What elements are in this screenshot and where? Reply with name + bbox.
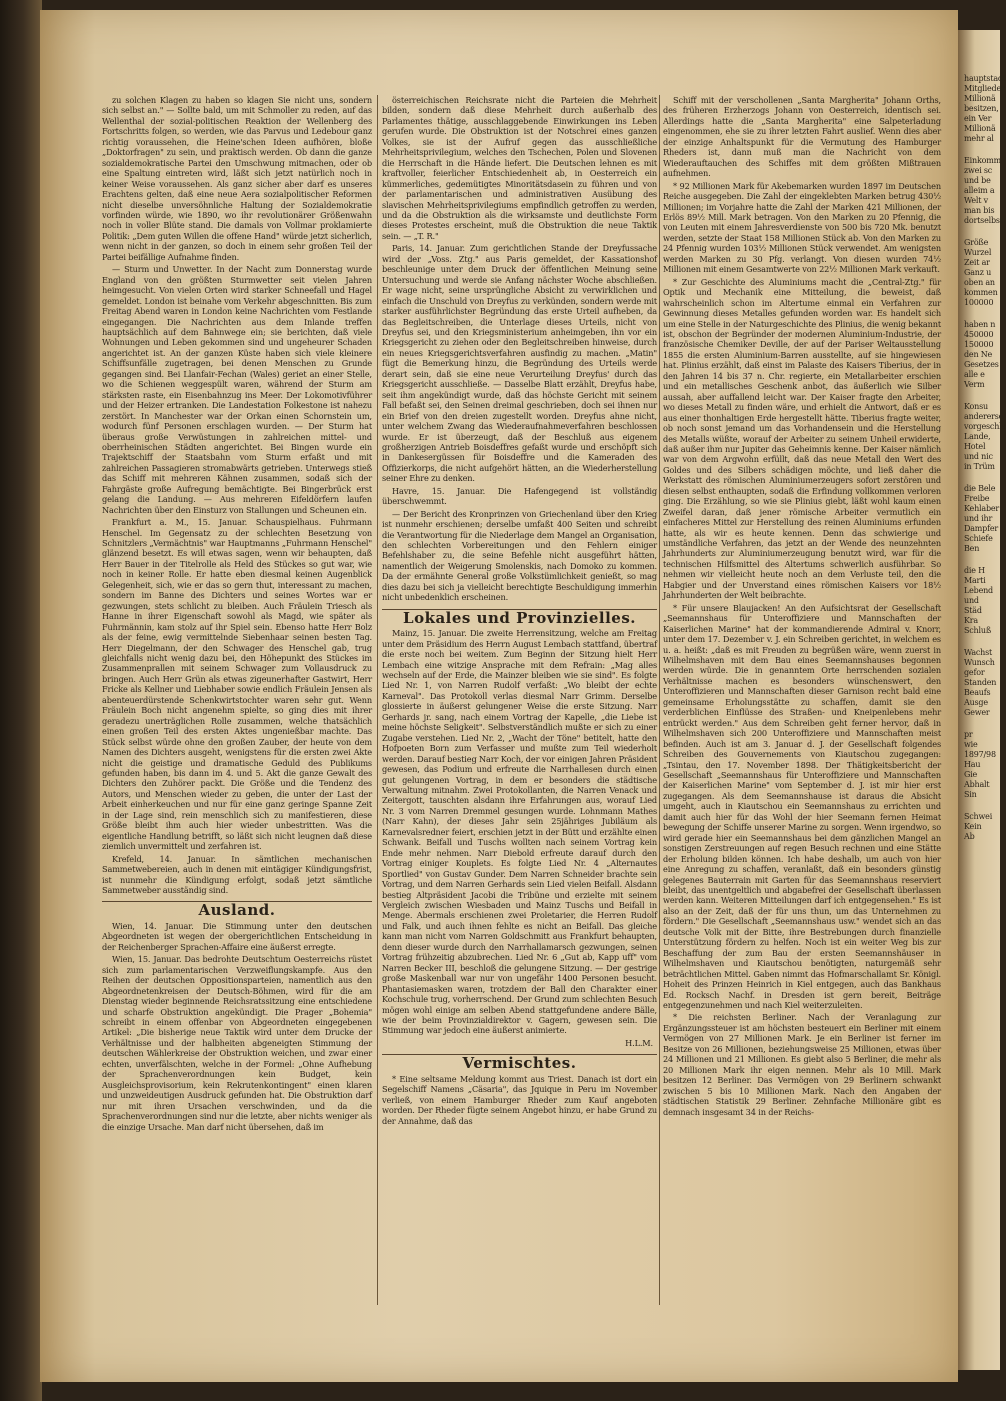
article-social-politics-end: zu solchen Klagen zu haben so klagen Sie nicht uns, sondern sich selbst an." — Sollte bald, um mit Schmoller zu reden, auf das Wellenthal der sozial-politischen Reaktion der Wellenberg des Fortschritts folgen, so werden, wie das Parvus und Ledebour ganz richtig voraussehen, die Heine'schen Ideen aufhören, bloße „Doktorfragen" zu sein, und praktisch werden. Ob dann die ganze sozialdemokratische Partei den Umschwung mitmachen, oder ob eine Spaltung eintreten wird, läßt sich jetzt natürlich noch in keiner Weise voraussehen. Als ganz sicher aber darf es unseres Erachtens gelten, daß eine neue Aera sozialpolitischer Reformen nicht dieselbe unversöhnliche Haltung der Sozialdemokratie vorfinden würde, wie 1890, wo ihr revolutionärer Größenwahn noch in voller Blüte stand. Die damals von Vollmar proklamierte Politik: „Dem guten Willen die offene Hand" würde jetzt sicherlich, wenn nicht in der ganzen, so doch in einem sehr großen Teil der Partei beifällige Aufnahme finden. bbox=[102, 95, 372, 262]
adjacent-page-line: Hotel bbox=[964, 442, 986, 451]
adjacent-page-line: Millionä bbox=[964, 124, 996, 133]
adjacent-page-line: haben n bbox=[964, 320, 996, 329]
adjacent-page-line: 450000 bbox=[964, 330, 994, 339]
adjacent-page-line: Schwei bbox=[964, 812, 993, 821]
adjacent-page-line: und nic bbox=[964, 452, 993, 461]
adjacent-page-text bbox=[958, 30, 1006, 842]
adjacent-page-line: besitzen, bbox=[964, 104, 999, 113]
adjacent-page-line: Ganz u bbox=[964, 268, 992, 277]
adjacent-page-line: Wunsch bbox=[964, 658, 995, 667]
adjacent-page-line: 1897/98 bbox=[964, 750, 996, 759]
book-spine-shadow bbox=[0, 0, 42, 1401]
adjacent-page-line: andererse bbox=[964, 412, 1004, 421]
adjacent-page-line: Sin bbox=[964, 790, 977, 799]
adjacent-page-line: ein Ver bbox=[964, 114, 992, 123]
adjacent-page-edge bbox=[958, 30, 1006, 1370]
article-richest-berliners: * Die reichsten Berliner. Nach der Veranlagung zur Ergänzungssteuer ist am höchsten besteuert ein Berliner mit einem Vermögen von 27 Millionen Mark. Je ein Berliner ist ferner im Besitze von 26 Millionen, beziehungsweise 25 Millionen, etwas über 24 Millionen und 21 Millionen. Es giebt also 5 Berliner, die mehr als 20 Millionen Mark ihr eigen nennen. Mehr als 10 Mill. Mark besitzen 12 Berliner. Das Vermögen von 29 Berlinern schwankt zwischen 5 bis 10 Millionen Mark. Nach den Angaben der städtischen Statistik 29 Berliner. Zehnfache Millionäre gibt es demnach insgesamt 34 in der Reichs- bbox=[663, 1012, 941, 1117]
adjacent-page-line: Wachst bbox=[964, 648, 993, 657]
adjacent-page-line: 100000 bbox=[964, 298, 994, 307]
adjacent-page-line: Lebend bbox=[964, 586, 993, 595]
adjacent-page-line: vorgeschla bbox=[964, 422, 1006, 431]
adjacent-page-line: man bis bbox=[964, 206, 995, 215]
adjacent-page-line: dortselbst bbox=[964, 216, 1003, 225]
adjacent-page-line: oben an bbox=[964, 278, 995, 287]
adjacent-page-line: pr bbox=[964, 730, 973, 739]
adjacent-page-line: Ben bbox=[964, 544, 980, 553]
section-heading-ausland: Ausland. bbox=[102, 901, 372, 915]
adjacent-page-line: gefor bbox=[964, 668, 985, 677]
adjacent-page-line: Abhalt bbox=[964, 780, 990, 789]
adjacent-page-line: den Ne bbox=[964, 350, 993, 359]
adjacent-page-line: Kein bbox=[964, 822, 982, 831]
adjacent-page-line: Kra bbox=[964, 616, 978, 625]
adjacent-page-line: zwei sc bbox=[964, 166, 993, 175]
article-storm: — Sturm und Unwetter. In der Nacht zum Donnerstag wurde England von den größten Sturmwetter seit vielen Jahren heimgesucht. Von vielen Orten wird starker Schneefall und Hagel gemeldet. London ist beinahe vom Verkehr abgeschnitten. Bis zum Freitag Abend waren in London keine Nachrichten vom Festlande eingegangen. Die Nachrichten aus dem Inlande treffen hauptsächlich auf dem Bahnwege ein; sie berichten, daß viele Wohnungen und Leben gekommen sind und ungeheurer Schaden angerichtet ist. An der ganzen Küste haben sich viele kleinere Schiffsunfälle zugetragen, bei denen Menschen zu Grunde gegangen sind. Bei Llanfair-Fechan (Wales) geriet an einer Stelle, wo die Schienen weggespült waren, während der Sturm am stärksten raste, ein Eisenbahnzug ins Meer. Der Lokomotivführer und der Heizer ertranken. Die Landestation Folkestone ist nahezu zerstört. In Manchester war der Orkan einen Schornstein um, wodurch fünf Personen erschlagen wurden. — Der Sturm hat überaus große Verwüstungen in zahlreichen mittel- und oberrheinischen Städten angerichtet. Bei Bingen wurde ein Trajektschiff der Staatsbahn vom Sturm erfaßt und mit zahlreichen Passagieren stromabwärts getrieben. Unterwegs stieß das Schiff mit mehreren Kähnen zusammen, sodaß sich der Fahrgäste große Aufregung bemächtigte. Bei Bingerbrück erst gelang die Landung. — Aus mehreren Eifeldörfern laufen Nachrichten über den Einsturz von Stallungen und Scheunen ein. bbox=[102, 264, 372, 515]
column-1 bbox=[102, 95, 372, 1305]
article-obstruction-end: österreichischen Reichsrate nicht die Parteien die Mehrheit bilden, sondern daß diese Mehrheit durch außerhalb des Parlamentes thätige, ausschlaggebende Einwirkungen ins Leben gerufen wurde. Die Obstruktion ist der Notschrei eines ganzen Volkes, sie ist der Aufruf gegen das ausschließliche Mehrheitsprivilegium, welches den Tschechen, Polen und Slovenen die Herrschaft in die Hände liefert. Die Deutschen lehnen es mit kraftvoller, feierlicher Entschiedenheit ab, in Oesterreich ein kümmerliches, gedemütigtes Minoritätsdasein zu führen und von der parlamentarischen und administrativen Ausübung des slavischen Mehrheitsprivilegiums empfindlich getroffen zu werden, und da die Obstruktion als die wirksamste und deutlichste Form dieses Protestes erscheint, muß die Obstruktion die neue Taktik sein. — „T. R." bbox=[382, 95, 657, 241]
adjacent-page-line: mehr al bbox=[964, 134, 994, 143]
adjacent-page-line: Welt v bbox=[964, 196, 988, 205]
adjacent-page-line: und ihr bbox=[964, 514, 993, 523]
adjacent-page-line: die H bbox=[964, 566, 985, 575]
adjacent-page-line: Freibe bbox=[964, 494, 990, 503]
article-stamps: * 92 Millionen Mark für Akebemarken wurden 1897 im Deutschen Reiche ausgegeben. Die Zahl der eingeklebten Marken betrug 430½ Millionen; im Vorjahre hatte die Zahl der Marken 421 Millionen, der Erlös 89½ Mill. Mark betragen. Von den Marken zu 20 Pfennig, die von Leuten mit einem Jahresverdienste von 500 bis 720 Mk. benutzt werden, setzte der Staat 158 Millionen Stück ab. Von den Marken zu 24 Pfennig wurden 103½ Millionen Stück verwendet. Am wenigsten werden Marken zu 30 Pfg. verlangt. Von diesen wurden 74½ Millionen mit einem Gesamtwerte von 22½ Millionen Mark verkauft. bbox=[663, 180, 941, 275]
adjacent-page-line: Zeit ar bbox=[964, 258, 990, 267]
adjacent-page-line: wie bbox=[964, 740, 978, 749]
adjacent-page-line: Gesetzes bbox=[964, 360, 999, 369]
adjacent-page-line: Gie bbox=[964, 770, 978, 779]
column-3 bbox=[663, 95, 941, 1305]
article-paris-dreyfus: Paris, 14. Januar. Zum gerichtlichen Stande der Dreyfussache wird der „Voss. Ztg." aus Paris gemeldet, der Kassationshof beschleunige unter dem Druck der öffentlichen Meinung seine Untersuchung und werde sie Anfang nächster Woche abschließen. Er wage nicht, seine ursprüngliche Absicht zu verwirklichen und einfach die Unschuld von Dreyfus zu verkünden, sondern werde mit starker ausführlichster Begründung das erste Urteil aufheben, da das Begleitschreiben, die Unterlage dieses Urteils, nicht von Dreyfus sei, und den Kriegsministerium anheimgeben, ihn vor ein Kriegsgericht zu ziehen oder den Begleitschreiben hinweise, durch ein neues Kriegsgerichtsverfahren ausfindig zu machen. „Matin" fügt die Bemerkung hinzu, die Begründung des Urteils werde derart sein, daß sie eine neue Verurteilung Dreyfus' durch das Kriegsgericht ausschließe. — Dasselbe Blatt erzählt, Dreyfus habe, seit ihm angekündigt wurde, daß das höchste Gericht mit seinem Fall befaßt sei, den Seinen dreimal geschrieben, doch sei ihnen nur ein Brief von den dreien zugestellt worden. Dreyfus ahne nicht, unter welchem Zwang das Wiederaufnahmeverfahren beschlossen wurde. Er ist überzeugt, daß der Beschluß aus eigenem großherzigen Antrieb Boisdeffres gefaßt wurde und erschöpft sich in Dankesergüssen für Boisdeffre und die Kameraden des Offizierkorps, die nicht aufgehört hätten, an die Wiederherstellung seiner Ehre zu denken. bbox=[382, 243, 657, 484]
adjacent-page-line: in Trüm bbox=[964, 462, 995, 471]
adjacent-page-line: Gewer bbox=[964, 708, 990, 717]
adjacent-page-line: Standen bbox=[964, 678, 997, 687]
section-heading-lokales: Lokales und Provinzielles. bbox=[382, 609, 657, 623]
article-wien-14: Wien, 14. Januar. Die Stimmung unter den deutschen Abgeordneten ist wegen der obergerichtlichen Entscheidung in der Reichenberger Sprachen-Affaire eine äußerst erregte. bbox=[102, 920, 372, 952]
adjacent-page-line: Millionä bbox=[964, 94, 996, 103]
adjacent-page-line: und be bbox=[964, 176, 991, 185]
adjacent-page-line: kommen bbox=[964, 288, 998, 297]
article-havre: Havre, 15. Januar. Die Hafengegend ist vollständig überschwemmt. bbox=[382, 485, 657, 507]
adjacent-page-line: Verm bbox=[964, 380, 985, 389]
adjacent-page-line: Wurzel bbox=[964, 248, 992, 257]
article-triest-ship: * Eine seltsame Meldung kommt aus Triest. Danach ist dort ein Segelschiff Namens „Cäsaria", das Jquique in Peru im November verließ, von einem Hamburger Rheder zum Kauf angeboten worden. Der Rheder fügte seinem Angebot hinzu, er habe Grund zu der Annahme, daß das bbox=[382, 1073, 657, 1126]
adjacent-page-line: und bbox=[964, 596, 979, 605]
article-santa-margherita: Schiff mit der verschollenen „Santa Margherita" Johann Orths, des früheren Erzherzogs Johann von Oesterreich, identisch sei. Allerdings hatte die „Santa Margherita" eine Salpeterladung eingenommen, ehe sie zu ihrer letzten Fahrt auslief. Wenn dies aber der einzige Anhaltspunkt für die Vermutung des Hamburger Rheders ist, dann muß man die Nachricht von dem Wiederauftauchen des Schiffes mit dem größten Mißtrauen aufnehmen. bbox=[663, 95, 941, 179]
adjacent-page-line: Ausge bbox=[964, 698, 988, 707]
adjacent-page-line: Einkomm bbox=[964, 156, 1001, 165]
adjacent-page-line: Marti bbox=[964, 576, 986, 585]
adjacent-page-line: Ab bbox=[964, 832, 975, 841]
adjacent-page-line: Konsu bbox=[964, 402, 988, 411]
adjacent-page-line: 150000 bbox=[964, 340, 994, 349]
adjacent-page-line: Beaufs bbox=[964, 688, 991, 697]
adjacent-page-line: Größe bbox=[964, 238, 989, 247]
adjacent-page-line: Kehlaber bbox=[964, 504, 1000, 513]
article-mainz-herrensitzung: Mainz, 15. Januar. Die zweite Herrensitzung, welche am Freitag unter dem Präsidium des Herrn August Lembach stattfand, übertraf die erste noch bei weitem. Zum Beginn der Sitzung hielt Herr Lembach eine witzige Ansprache mit dem Refrain: „Mag alles wechseln auf der Erde, die Mainzer bleiben wie sie sind". Es folgte Lied Nr. 1, von Narren Rudolf verfaßt: „Wo bleibt der echte Karneval". Das Protokoll verlas diesmal Narr Grimm. Derselbe glossierte in äußerst gelungener Weise die erste Sitzung. Narr Gerhards jr. sang, nach einem Vortrag der Kapelle, „die Liebe ist meine höchste Seligkeit". Selbstverständlich mußte er sich zu einer Zugabe verstehen. Lied Nr. 2, „Wacht der Töne" betitelt, hatte den Hofpoeten Born zum Verfasser und mußte zum Teil wiederholt werden. Darauf bestieg Narr Koch, der vor einigen Jahren Präsident gewesen, das Podium und erfreute die Narrhallesen durch einen gut gelungenen Vortrag, in dem er besonders die städtische Verwaltung mitnahm. Zwei Protokollanten, die Narren Venack und Zeitergott, tauschten alsdann ihre Erfahrungen aus, worauf Lied Nr. 3 vom Narren Dremmel gesungen wurde. Lohnmann Mathes (Narr Kahn), der dieses Jahr sein 25jähriges Jubiläum als Karnevalsredner feiert, erschien jetzt in der Bütt und erzählte einen Schwank. Beifall und Tuschs wollten nach seinem Vortrag kein Ende mehr nehmen. Narr Diebold erfreute darauf durch den Vortrag einiger Kouplets. Es folgte Lied Nr. 4 „Alternautes Sportlied" von Gustav Gunder. Dem Narren Schneider brachte sein Vortrag, und dem Narren Gerhards sein Lied vielen Beifall. Alsdann bestieg Altpräsident Jacobi die Tribüne und erzielte mit seinem Vergleich zwischen Wiesbaden und Mainz Tuschs und Beifall in Menge. Abermals erschienen zwei Proletarier, die Herren Rudolf und Falk, und auch ihnen fehlte es nicht an Beifall. Das gleiche kann man nicht vom Narren Goldschmitt aus Frankfurt behaupten, denn dieser wurde durch den Narrhallamarsch gezwungen, seinen Vortrag frühzeitig abzubrechen. Lied Nr. 6 „Gut ab, Kapp uff" vom Narren Becker III, beschloß die gelungene Sitzung. — Der gestrige große Maskenball war nur von ungefähr 1400 Personen besucht. Phantasiemasken waren, trotzdem der Ball den Charakter einer Kochschule trug, vorherrschend. Der Grund zum schlechten Besuch mögen wohl einige am selben Abend stattgefundene andere Bälle, wie der beim Provinzialdirektor v. Gagern, gewesen sein. Die Stimmung war jedoch eine äußerst animierte. bbox=[382, 628, 657, 1036]
adjacent-page-line: Lande, bbox=[964, 432, 991, 441]
article-signature: H.L.M. bbox=[625, 1037, 653, 1048]
adjacent-page-line: alle e bbox=[964, 370, 985, 379]
adjacent-page-line: Schluß bbox=[964, 626, 991, 635]
adjacent-page-line: Dampfer bbox=[964, 524, 999, 533]
column-rule-2 bbox=[659, 95, 660, 1305]
article-krefeld: Krefeld, 14. Januar. In sämtlichen mechanischen Sammetwebereien, auch in denen mit eintägiger Kündigungsfrist, ist nunmehr die Kündigung erfolgt, sodaß jetzt sämtliche Sammetweber ausständig sind. bbox=[102, 853, 372, 895]
adjacent-page-line: Städ bbox=[964, 606, 982, 615]
section-heading-vermischtes: Vermischtes. bbox=[382, 1054, 657, 1068]
article-aluminium: * Zur Geschichte des Aluminiums macht die „Central-Ztg." für Optik und Mechanik eine Mitteilung, die beweist, daß wahrscheinlich schon im Altertume einmal ein Verfahren zur Gewinnung dieses Metalles gefunden worden war. Es handelt sich um eine Stelle in der Naturgeschichte des Plinius, die wenig bekannt ist, obschon der Begründer der modernen Aluminium-Industrie, der französische Chemiker Deville, der auf der Pariser Weltausstellung 1855 die ersten Aluminium-Barren ausstellte, auf sie hingewiesen hat. Plinius erzählt, daß einst im Palaste des Kaisers Tiberius, der in den Jahren 14 bis 37 n. Chr. regierte, ein Metallarbeiter erschien und ein metallisches Geschenk anbot, das äußerlich wie Silber aussah, aber auffallend leicht war. Der Kaiser fragte den Arbeiter, wo dieses Metall zu finden wäre, und erhielt die Antwort, daß er es aus einer thonhaltigen Erde hergestellt hätte. Tiberius fragte weiter, ob noch sonst jemand um das Vorhandensein und die Herstellung des Metalls wüßte, worauf der Arbeiter zu seinem Unheil erwiderte, daß außer ihm nur Jupiter das Geheimnis kenne. Der Kaiser nämlich war von dem Argwohn erfüllt, daß das neue Metall den Wert des Goldes und des Silbers schädigen möchte, und ließ daher die Werkstatt des römischen Aluminiumerzeugers sofort zerstören und diesen selbst enthaupten, sodaß die Erfindung vollkommen verloren ging. Die Erzählung, so wie sie Plinius giebt, läßt wohl kaum einen Zweifel daran, daß jener römische Arbeiter vermutlich ein einfacheres Mittel zur Herstellung des reinen Aluminiums erfunden hatte, als wir es heute kennen. Denn das schwierige und umständliche Verfahren, das jetzt an der Wende des neunzehnten Jahrhunderts zur Aluminiumerzeugung benutzt wird, war für die technischen Hilfsmittel des Altertums schwerlich ausführbar. So nehmen wir vielleicht heute noch an dem Verluste teil, den die Habgier und der Unverstand eines römischen Kaisers vor 18½ Jahrhunderten der Welt beibrachte. bbox=[663, 276, 941, 601]
column-2 bbox=[382, 95, 657, 1305]
adjacent-page-line: die Bele bbox=[964, 484, 996, 493]
adjacent-page-line: alleim a bbox=[964, 186, 995, 195]
adjacent-page-line: Mitglieder bbox=[964, 84, 1005, 93]
article-greek-crown-prince: — Der Bericht des Kronprinzen von Griechenland über den Krieg ist nunmehr erschienen; derselbe umfaßt 400 Seiten und schreibt die Verantwortung für die Niederlage dem Mangel an Organisation, den schlechten Vorbereitungen und den Fehlern einiger Befehlshaber zu, die seine Befehle nicht ausgeführt hätten, namentlich der Weigerung Smolenskis, nach Domoko zu kommen. Da der ermähnte General große Volkstümlichkeit genießt, so mag dies dazu bei sich ja vielleicht berechtigte Beschuldigung immerhin nicht unbedenklich erscheinen. bbox=[382, 508, 657, 603]
article-seemannshaus: * Für unsere Blaujacken! An den Aufsichtsrat der Gesellschaft „Seemannshaus für Unteroffiziere und Mannschaften der Kaiserlichen Marine" hat der kommandierende Admiral v. Knorr, unter dem 17. Dezember v. J. ein Schreiben gerichtet, in welchem es u. a. heißt: „daß es mit Freuden zu begrüßen wäre, wenn zuerst in Wilhelmshaven mit dem Bau eines Seemannshauses begonnen werden würde. Die in genanntem Orte herrschenden sozialen Verhältnisse machen es besonders wünschenswert, den Unteroffizieren und Mannschaften dieser Garnison recht bald eine gemeinsame Erholungsstätte zu schaffen, damit sie den verderblichen Einflüsse des Straßen- und Kneipenlebens mehr entrückt werden." Aus dem Schreiben geht ferner hervor, daß in Wilhelmshaven sich 200 Unteroffiziere und Mannschaften meist befinden. Auch ist am 3. Januar d. J. der Gesellschaft folgendes Schreiben des Gouvernements von Kiautschou zugegangen: „Tsintau, den 17. November 1898. Der Thätigkeitsbericht der Gesellschaft „Seemannshaus für Unteroffiziere und Mannschaften der Kaiserlichen Marine" vom September d. J. ist mir hier erst zugegangen. Als dem Seemannshause ist daraus die Absicht umgeht, auch in Kiautschou ein Seemannshaus zu errichten und damit auch hier für das Wohl der hier Seemann fernen Heimat bewegung der Schiffe unserer Marine zu sorgen. Wenn irgendwo, so wird gerade hier ein Seemannshaus bei dem gänzlichen Mangel an sonstigen Zerstreuungen auf regen Besuch rechnen und eine Stätte der Erholung bilden können. Ich habe deshalb, um auch von hier eine Anregung zu schaffen, veranlaßt, daß ein besonders günstig gelegenes Bauterrain mit Garten für das Seemannshaus reserviert bleibt, das unentgeltlich und abgabefrei der Gesellschaft überlassen werden kann. Weiteren Mitteilungen darf ich entgegensehen." Es ist also an der Zeit, daß der für uns thun, um das Unternehmen zu fördern." Die Gesellschaft „Seemannshaus usw." wendet sich an das deutsche Volk mit der Bitte, ihre Bestrebungen durch finanzielle Unterstützung fördern zu helfen. Noch ist ein weiter Weg bis zur Beschaffung der zum Bau der ersten Seemannshäuser in Wilhelmshaven und Kiautschou benötigten, naturgemäß sehr beträchtlichen Mittel. Gaben nimmt das Hofmarschallamt Sr. Königl. Hoheit des Prinzen Heinrich in Kiel entgegen, auch das Bankhaus Ed. Rocksch Nachf. in Dresden ist gern bereit, Beiträge entgegenzunehmen und nach Kiel weiterzuleiten. bbox=[663, 602, 941, 1010]
article-wien-15: Wien, 15. Januar. Das bedrohte Deutschtum Oesterreichs rüstet sich zum parlamentarischen Verzweiflungskampfe. Aus den Reihen der deutschen Oppositionsparteien, namentlich aus den Abgeordnetenkreisen der Deutsch-Böhmen, wird für die am Dienstag wieder beginnende Reichsratssitzung eine entschiedene und scharfe Obstruktion angekündigt. Die Prager „Bohemia" schreibt in einem offenbar von Abgeordneten eingegebenen Artikel: „Die bisherige neue Taktik wird unter dem Drucke der Verhältnisse und der halbheiten abgeneigten Stimmung der deutschen Wählerkreise der Obstruktion weichen, und zwar einer echten, unverfälschten, welche in der Formel: „Ohne Aufhebung der Sprachenverordnungen kein Budget, kein Ausgleichsprovisorium, kein Rekrutenkontingent" einen klaren und unzweideutigen Ausdruck gefunden hat. Die Obstruktion darf nur mit ihren Ursachen verschwinden, und da die Sprachenverordnungen sind nur die letzte, aber nichts weniger als die einzige Ursache. Man darf nicht übersehen, daß im bbox=[102, 954, 372, 1132]
adjacent-page-line: hauptstadt bbox=[964, 74, 1006, 83]
adjacent-page-line: Schiefe bbox=[964, 534, 993, 543]
column-rule-1 bbox=[377, 95, 378, 1305]
adjacent-page-line: Hau bbox=[964, 760, 981, 769]
article-frankfurt-theatre: Frankfurt a. M., 15. Januar. Schauspielhaus. Fuhrmann Henschel. Im Gegensatz zu der schlechten Besetzung von Schnitzlers „Vermächtnis" war Hauptmanns „Fuhrmann Henschel" glänzend besetzt. Es will etwas sagen, wenn wir behaupten, daß Herr Bauer in der Titelrolle als Held des Stückes so gut war, wie noch in keiner Rolle. Er hatte eben diesmal keinen Augenblick Gelegenheit, sich, wie er das so gern thut, interessant zu machen, sondern im Banne des Dichters und seines Wortes war er gezwungen, stets schlicht zu bleiben. Auch Fräulein Triesch als Hanne in ihrer Eigenschaft sowohl als Magd, wie später als Fuhrmännin, kam stolz auf ihr Spiel sein. Ebenso hatte Herr Bolz als der feine, ewig vermittelnde Siebenhaar seinen besten Tag. Herr Diegelmann, der den Schwager des Henschel gab, trug gleichfalls nicht wenig dazu bei, den Höhepunkt des Stückes im Zusammenprallen mit seinem Schwager zum Vollausdruck zu bringen. Auch Herr Grün als etwas zigeunerhafter Gastwirt, Herr Fricke als Kellner und Liebhaber sowie endlich Fräulein Jensen als abenteuerdürstende Schenkwirtstochter waren sehr gut. Wenn Fräulein Boch nicht angenehm spielte, so ging dies mit ihrer geradezu unerträglichen Rolle zusammen, welche thatsächlich einen großen Teil des ersten Aktes ungenießbar machte. Das Stück selbst würde ohne den großen Zauber, der heute von dem Namen des Dichters ausgeht, wenigstens für die ersten zwei Akte nicht die geistige und dramatische Geduld des Publikums gefunden haben, bis dann im 4. und 5. Akt die ganze Gewalt des Dichters den Zuhörer packt. Die Größe und die Tendenz des Autors, und Menschen wieder zu geben, die unter der Last der Arbeit einherkeuchen und nur für eine ganz geringe Spanne Zeit in der Lage sind, rein menschlich sich zu manifestieren, diese Größe bleibt ihm auch hier wieder unbestritten. Was die eigentliche Handlung betrifft, so läßt sich nicht leugnen daß diese ziemlich unvermittelt und zerfahren ist. bbox=[102, 517, 372, 852]
